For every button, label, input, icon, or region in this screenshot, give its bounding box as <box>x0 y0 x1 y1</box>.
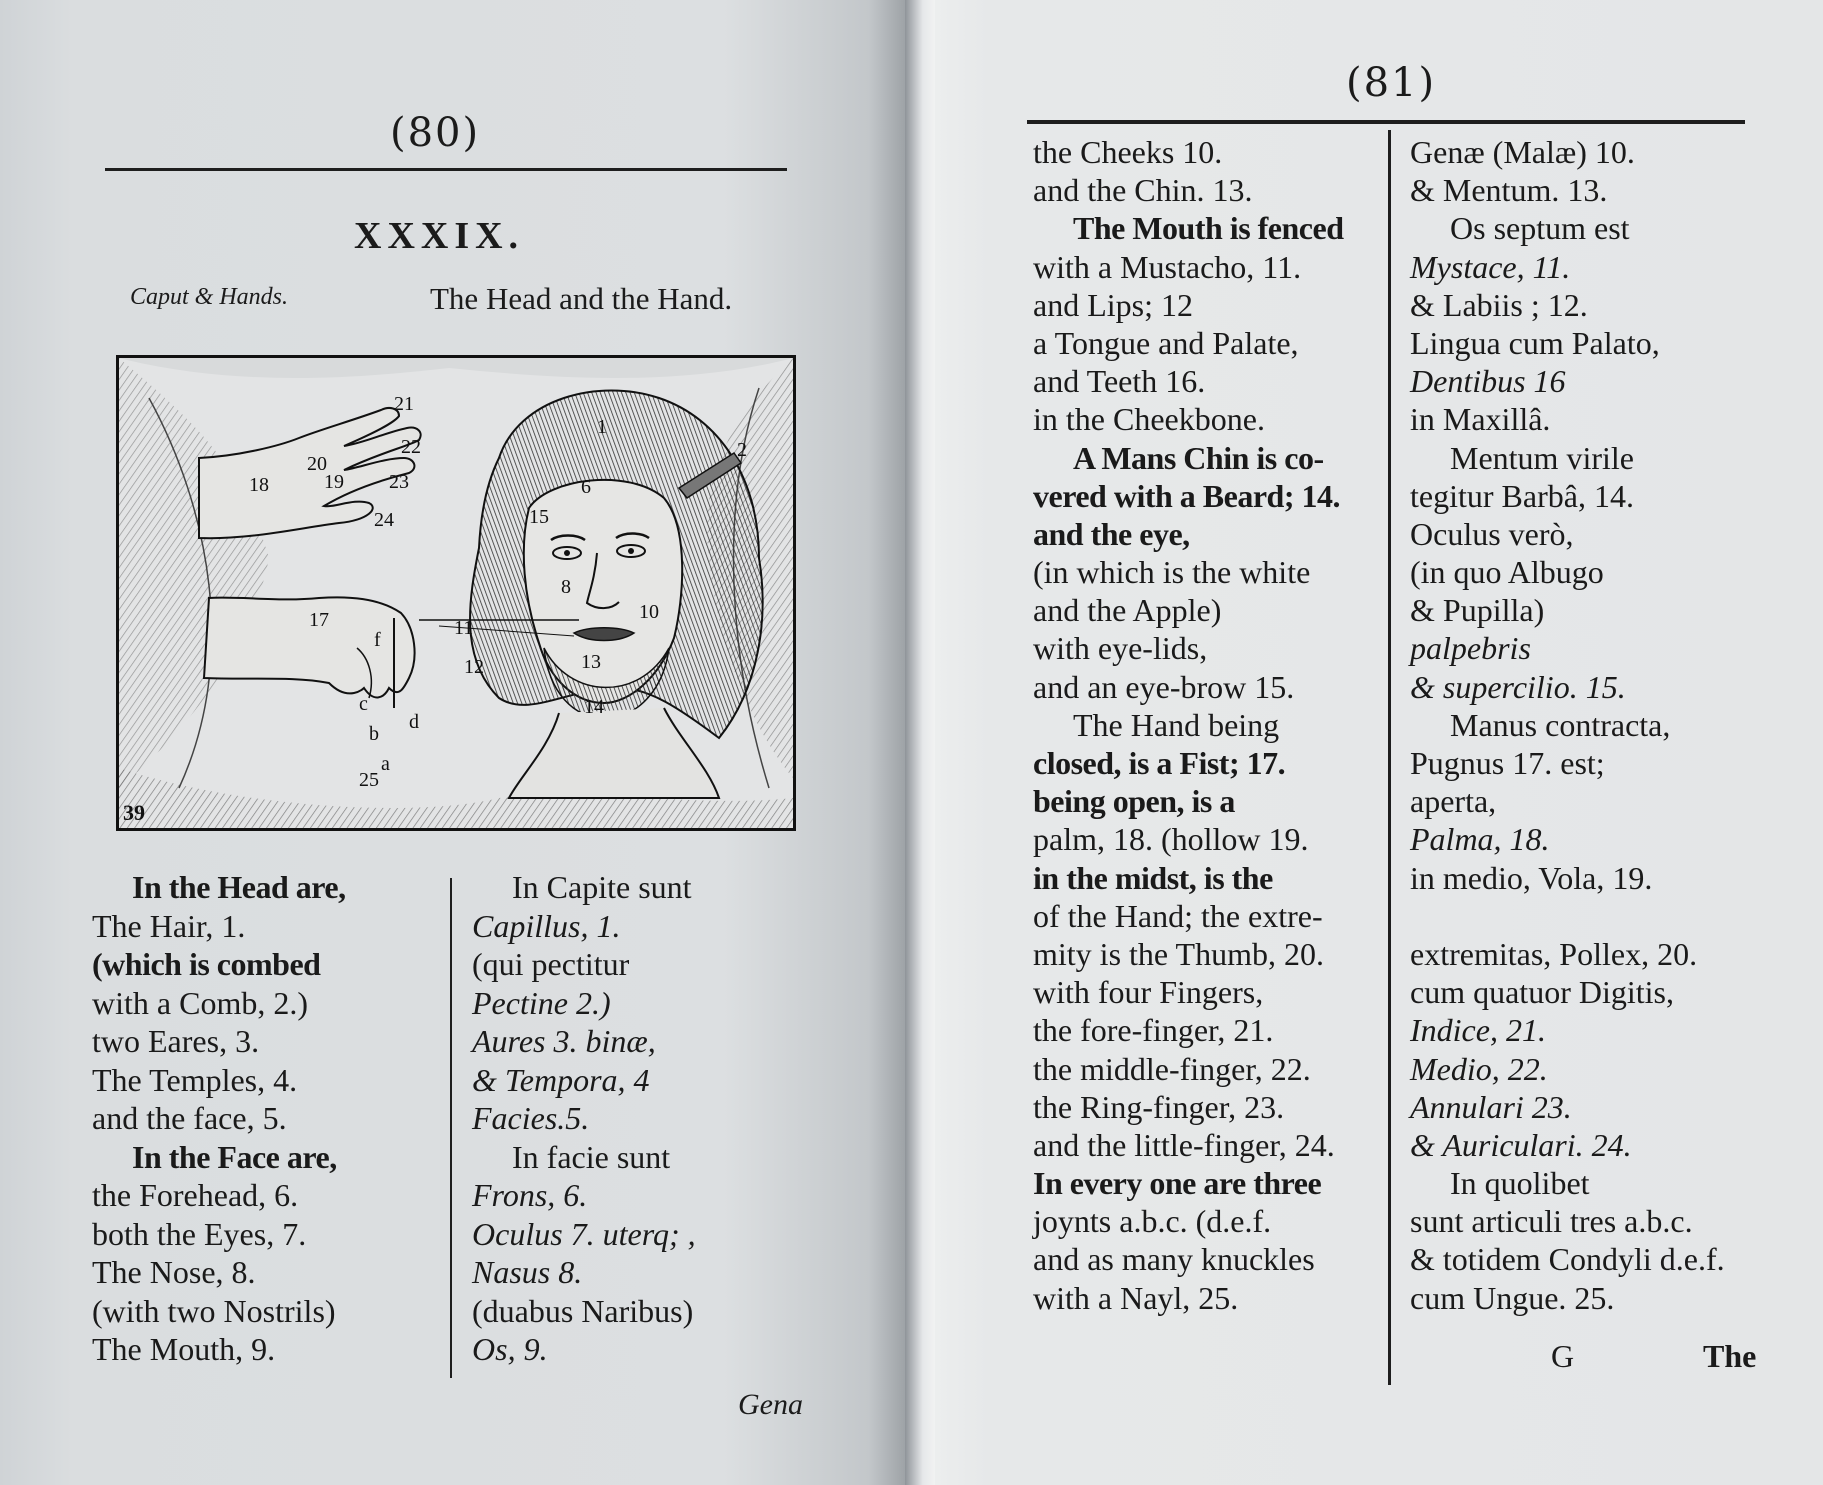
book-gutter <box>905 0 935 1485</box>
latin-line: Indice, 21. <box>1410 1012 1546 1049</box>
english-line: (with two Nostrils) <box>92 1292 336 1329</box>
left-page-number: (80) <box>390 110 481 156</box>
english-line: the Cheeks 10. <box>1033 134 1223 170</box>
right-page <box>935 0 1823 1485</box>
english-line: a Tongue and Palate, <box>1033 324 1299 361</box>
latin-line: & Labiis ; 12. <box>1410 286 1588 323</box>
right-page-number: (81) <box>1346 60 1437 106</box>
english-line: with a Nayl, 25. <box>1033 1279 1239 1316</box>
left-english-column <box>92 868 346 1369</box>
fig-num-13: 13 <box>581 651 601 673</box>
latin-line: & Pupilla) <box>1410 592 1545 629</box>
english-line: the middle-finger, 22. <box>1033 1050 1311 1087</box>
english-line: the Ring-finger, 23. <box>1033 1088 1285 1125</box>
english-line: and the Chin. 13. <box>1033 172 1253 209</box>
english-line: vered with a Beard; 14. <box>1033 477 1340 514</box>
latin-line: Annulari 23. <box>1410 1088 1572 1125</box>
latin-line: palpebris <box>1410 630 1531 667</box>
english-line: In the Head are, <box>132 869 346 905</box>
english-line: two Eares, 3. <box>92 1023 260 1059</box>
fig-num-22: 22 <box>401 436 421 458</box>
latin-line: cum quatuor Digitis, <box>1410 974 1674 1011</box>
latin-line: Genæ (Malæ) 10. <box>1410 134 1635 170</box>
right-english-column <box>1033 133 1344 1317</box>
latin-title: Caput & Hands. <box>130 284 289 310</box>
latin-line: & totidem Condyli d.e.f. <box>1410 1241 1725 1278</box>
fig-num-20: 20 <box>307 453 327 475</box>
lesson-number: XXXIX. <box>354 215 525 257</box>
fig-num-2: 2 <box>737 439 747 461</box>
english-line: in the Cheekbone. <box>1033 401 1265 438</box>
right-column-divider <box>1388 130 1391 1385</box>
english-line: and the little-finger, 24. <box>1033 1126 1335 1163</box>
latin-line: Palma, 18. <box>1410 821 1550 858</box>
latin-line: Aures 3. binæ, <box>472 1023 656 1059</box>
fig-num-19: 19 <box>324 471 344 493</box>
english-line: in the midst, is the <box>1033 859 1273 896</box>
fig-num-a: a <box>381 753 390 775</box>
latin-line: Frons, 6. <box>472 1177 588 1213</box>
latin-line: Os, 9. <box>472 1331 548 1367</box>
latin-line: in medio, Vola, 19. <box>1410 859 1653 896</box>
english-line: and Lips; 12 <box>1033 286 1193 323</box>
latin-line: Mystace, 11. <box>1410 248 1571 285</box>
latin-line: sunt articuli tres a.b.c. <box>1410 1203 1693 1240</box>
latin-line: Pectine 2.) <box>472 984 611 1021</box>
right-header-rule <box>1027 120 1745 124</box>
latin-line: (in quo Albugo <box>1410 554 1604 591</box>
fig-num-f: f <box>374 629 381 651</box>
fig-num-b: b <box>369 723 379 745</box>
left-catchword: Gena <box>738 1388 803 1421</box>
latin-line: & Auriculari. 24. <box>1410 1126 1632 1163</box>
fig-num-18: 18 <box>249 474 269 496</box>
fig-num-1: 1 <box>597 416 607 438</box>
latin-line: Facies.5. <box>472 1100 590 1136</box>
latin-line: in Maxillâ. <box>1410 401 1551 438</box>
english-line: (which is combed <box>92 946 321 982</box>
english-line: and the face, 5. <box>92 1100 287 1136</box>
left-latin-column <box>472 868 696 1369</box>
latin-line: cum Ungue. 25. <box>1410 1279 1615 1316</box>
latin-line: Nasus 8. <box>472 1254 583 1290</box>
english-line: and the eye, <box>1033 515 1190 552</box>
english-line: The Hair, 1. <box>92 907 246 944</box>
english-line: The Mouth is fenced <box>1073 210 1344 247</box>
english-line: with a Mustacho, 11. <box>1033 248 1302 285</box>
signature-mark: G <box>1551 1338 1575 1374</box>
fig-num-10: 10 <box>639 601 659 623</box>
left-header-rule <box>105 168 787 171</box>
latin-line: Capillus, 1. <box>472 907 621 944</box>
latin-line: & Mentum. 13. <box>1410 172 1608 209</box>
fig-num-23: 23 <box>389 471 409 493</box>
latin-line: (duabus Naribus) <box>472 1292 694 1329</box>
fig-num-25: 25 <box>359 769 379 791</box>
latin-line: In quolibet <box>1450 1165 1590 1202</box>
latin-line <box>1410 897 1725 935</box>
latin-line: extremitas, Pollex, 20. <box>1410 935 1698 972</box>
english-line: the fore-finger, 21. <box>1033 1012 1274 1049</box>
english-line: A Mans Chin is co- <box>1073 439 1324 476</box>
latin-line: tegitur Barbâ, 14. <box>1410 477 1634 514</box>
english-line: The Temples, 4. <box>92 1061 298 1098</box>
english-line: with four Fingers, <box>1033 974 1264 1011</box>
latin-line: aperta, <box>1410 783 1497 820</box>
latin-line: & Tempora, 4 <box>472 1061 650 1098</box>
fig-num-24: 24 <box>374 509 394 531</box>
latin-line: Pugnus 17. est; <box>1410 745 1605 781</box>
fig-num-15: 15 <box>529 506 549 528</box>
english-line: In every one are three <box>1033 1165 1322 1202</box>
english-line: mity is the Thumb, 20. <box>1033 935 1324 972</box>
latin-line: (qui pectitur <box>472 946 630 982</box>
fig-num-14: 14 <box>584 696 604 718</box>
english-line: of the Hand; the extre- <box>1033 897 1323 934</box>
figure-label: 39 <box>123 800 145 825</box>
fig-num-d: d <box>409 711 419 733</box>
latin-line: Os septum est <box>1450 210 1630 247</box>
left-column-divider <box>450 878 452 1378</box>
fig-num-17: 17 <box>309 609 329 631</box>
english-line: with a Comb, 2.) <box>92 984 308 1021</box>
latin-line: Dentibus 16 <box>1410 363 1566 400</box>
latin-line: Manus contracta, <box>1450 706 1671 743</box>
left-page <box>0 0 905 1485</box>
fig-num-6: 6 <box>581 476 591 498</box>
english-line: The Hand being <box>1073 706 1280 743</box>
fig-num-21: 21 <box>394 393 414 415</box>
fig-num-c: c <box>359 693 368 715</box>
fig-num-12: 12 <box>464 656 484 678</box>
english-line: (in which is the white <box>1033 554 1311 591</box>
english-line: and the Apple) <box>1033 592 1222 629</box>
english-line: and as many knuckles <box>1033 1241 1315 1278</box>
english-line: and an eye-brow 15. <box>1033 668 1295 705</box>
latin-line: Mentum virile <box>1450 439 1634 476</box>
english-line: In the Face are, <box>132 1138 337 1175</box>
english-line: joynts a.b.c. (d.e.f. <box>1033 1203 1272 1240</box>
latin-line: In Capite sunt <box>512 869 692 905</box>
right-catchword: The <box>1703 1338 1757 1374</box>
english-line: being open, is a <box>1033 783 1235 820</box>
latin-line: & supercilio. 15. <box>1410 668 1626 705</box>
latin-line: Oculus 7. uterq; , <box>472 1215 696 1252</box>
fig-num-8: 8 <box>561 576 571 598</box>
right-latin-column <box>1410 133 1725 1317</box>
english-line: with eye-lids, <box>1033 630 1208 667</box>
fig-num-11: 11 <box>454 617 474 639</box>
english-line: The Mouth, 9. <box>92 1331 276 1367</box>
english-line: the Forehead, 6. <box>92 1177 299 1213</box>
english-line: The Nose, 8. <box>92 1254 256 1290</box>
english-line: both the Eyes, 7. <box>92 1215 307 1252</box>
english-title: The Head and the Hand. <box>430 281 733 316</box>
latin-line: Medio, 22. <box>1410 1050 1548 1087</box>
head-and-hand-engraving <box>119 358 793 828</box>
woodcut-illustration <box>116 355 796 831</box>
latin-line: Oculus verò, <box>1410 515 1574 552</box>
english-line: closed, is a Fist; 17. <box>1033 745 1286 781</box>
english-line: and Teeth 16. <box>1033 363 1206 400</box>
latin-line: Lingua cum Palato, <box>1410 324 1660 361</box>
latin-line: In facie sunt <box>512 1138 671 1175</box>
english-line: palm, 18. (hollow 19. <box>1033 821 1309 858</box>
